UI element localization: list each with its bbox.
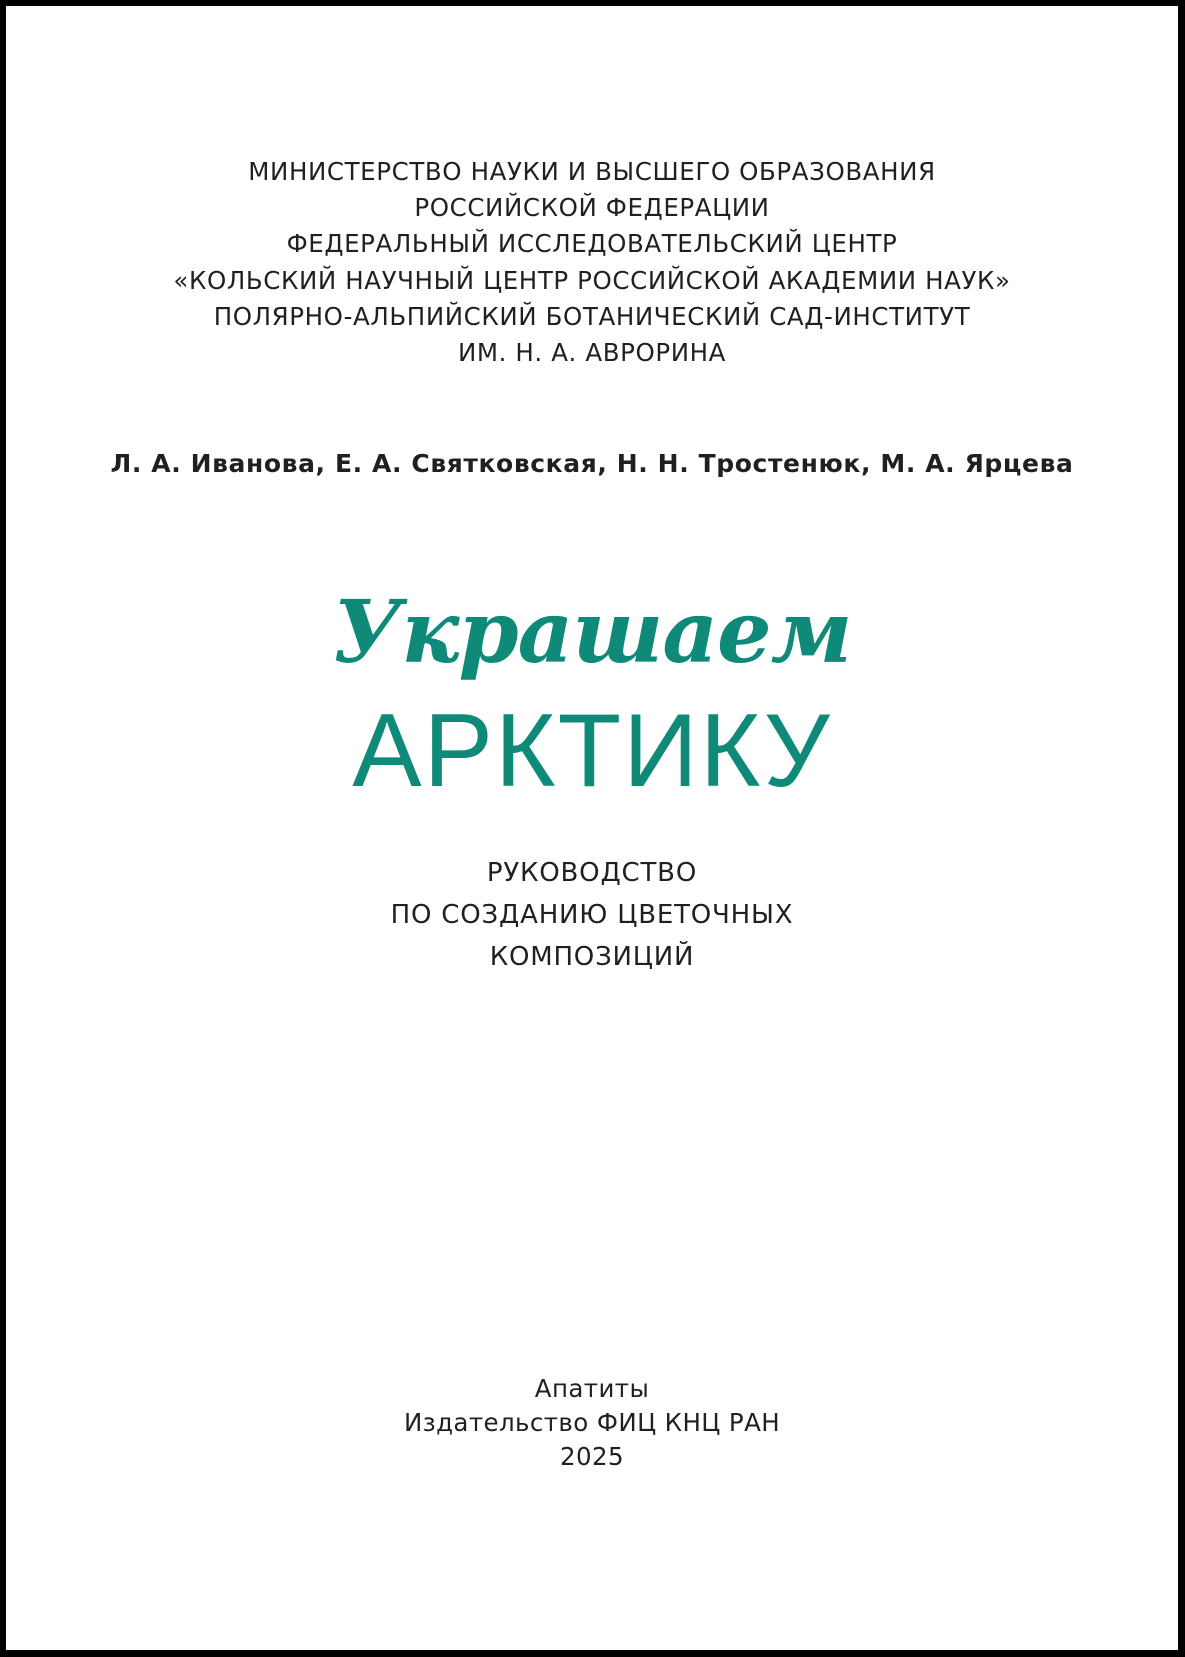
institution-header bbox=[6, 154, 1178, 371]
subtitle-line: КОМПОЗИЦИЙ bbox=[489, 942, 695, 972]
authors: Л. А. Иванова, Е. А. Святковская, Н. Н. Тростенюк, М. А. Ярцева bbox=[110, 449, 1074, 478]
subtitle-line: РУКОВОДСТВО bbox=[486, 858, 698, 888]
imprint-year: 2025 bbox=[560, 1442, 624, 1471]
institution-line: ФЕДЕРАЛЬНЫЙ ИССЛЕДОВАТЕЛЬСКИЙ ЦЕНТР bbox=[286, 229, 898, 259]
institution-line: ПОЛЯРНО-АЛЬПИЙСКИЙ БОТАНИЧЕСКИЙ САД-ИНСТИТУТ bbox=[213, 301, 971, 331]
imprint bbox=[6, 1372, 1178, 1474]
imprint-publisher: Издательство ФИЦ КНЦ РАН bbox=[403, 1408, 781, 1437]
institution-line: «КОЛЬСКИЙ НАУЧНЫЙ ЦЕНТР РОССИЙСКОЙ АКАДЕМИИ НАУК» bbox=[173, 265, 1011, 295]
title-page bbox=[6, 6, 1178, 1650]
institution-line: РОССИЙСКОЙ ФЕДЕРАЦИИ bbox=[414, 193, 770, 223]
title-main-word: АРКТИКУ bbox=[352, 693, 832, 809]
subtitle-line: ПО СОЗДАНИЮ ЦВЕТОЧНЫХ bbox=[390, 900, 794, 930]
institution-line: МИНИСТЕРСТВО НАУКИ И ВЫСШЕГО ОБРАЗОВАНИЯ bbox=[248, 157, 936, 186]
subtitle bbox=[6, 852, 1178, 978]
institution-line: ИМ. Н. А. АВРОРИНА bbox=[457, 338, 727, 368]
title-script-word: Украшаем bbox=[332, 582, 852, 683]
imprint-city: Апатиты bbox=[534, 1374, 650, 1403]
